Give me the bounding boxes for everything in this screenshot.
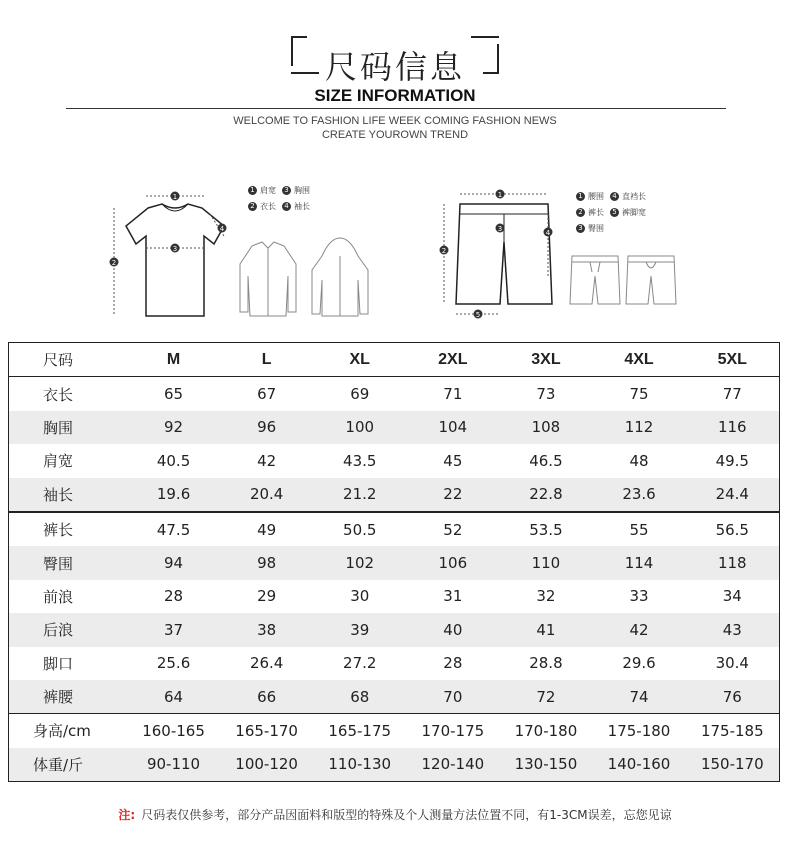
- table-cell: 116: [686, 411, 780, 444]
- table-cell: 40.5: [156, 451, 191, 470]
- table-cell: 21.2: [313, 478, 406, 512]
- row-label: 前浪: [43, 587, 74, 606]
- table-cell: 45: [443, 451, 463, 470]
- table-cell: 175-180: [592, 714, 685, 748]
- table-cell: 73: [536, 385, 556, 404]
- legend-label: 衣长: [260, 201, 276, 211]
- svg-text:1: 1: [497, 191, 503, 199]
- legend-label: 裤脚宽: [622, 207, 646, 217]
- page-subtitle: SIZE INFORMATION: [314, 86, 476, 105]
- table-cell: 49.5: [715, 451, 749, 470]
- table-cell: 100: [313, 411, 406, 444]
- table-header-cell: 2XL: [406, 343, 499, 377]
- table-cell: 66: [220, 680, 313, 714]
- table-header-row: [9, 343, 780, 377]
- page-title: 尺码信息: [324, 48, 465, 86]
- small-shorts-sketch: [566, 252, 686, 310]
- row-label: 后浪: [9, 613, 128, 646]
- title-frame-line: [471, 36, 499, 38]
- row-label: 体重/斤: [9, 748, 128, 782]
- table-cell: 70: [406, 680, 499, 714]
- row-label: 脚口: [43, 654, 74, 673]
- table-cell: 130-150: [499, 748, 592, 782]
- svg-text:2: 2: [441, 247, 447, 255]
- table-cell: 48: [629, 451, 649, 470]
- table-cell: 106: [406, 546, 499, 579]
- table-cell: 40: [406, 613, 499, 646]
- table-cell: 120-140: [406, 748, 499, 782]
- table-cell: 74: [592, 680, 685, 714]
- table-cell: 165-170: [220, 714, 313, 748]
- shorts-diagram: [432, 186, 562, 326]
- table-cell: 90-110: [127, 748, 220, 782]
- tagline-line2: CREATE YOUROWN TREND: [321, 129, 469, 141]
- table-header-cell: 5XL: [686, 343, 780, 377]
- number-badge: 4: [610, 192, 619, 201]
- row-label: 胸围: [9, 411, 128, 444]
- svg-text:3: 3: [172, 245, 178, 253]
- table-header-cell: L: [220, 343, 313, 377]
- table-cell: 75: [629, 385, 649, 404]
- table-cell: 92: [127, 411, 220, 444]
- table-row: [9, 512, 780, 546]
- legend-item: [576, 223, 604, 234]
- table-cell: 22.8: [499, 478, 592, 512]
- row-label: 臀围: [9, 546, 128, 579]
- table-cell: 118: [686, 546, 780, 579]
- table-row: [9, 546, 780, 579]
- tshirt-outline-icon: [126, 204, 224, 316]
- table-cell: 22: [406, 478, 499, 512]
- table-cell: 68: [313, 680, 406, 714]
- table-cell: 28: [164, 587, 184, 606]
- table-cell: 43.5: [343, 451, 377, 470]
- table-cell: 25.6: [156, 654, 191, 673]
- table-cell: 19.6: [127, 478, 220, 512]
- legend-label: 直裆长: [622, 191, 646, 201]
- table-cell: 46.5: [529, 451, 563, 470]
- top-legend: [248, 182, 316, 214]
- bottom-legend: [576, 188, 652, 236]
- table-row: [9, 377, 780, 411]
- number-badge: 3: [282, 186, 291, 195]
- table-row: [9, 680, 780, 714]
- table-header-cell: XL: [313, 343, 406, 377]
- table-row: [9, 748, 780, 782]
- number-badge: 2: [576, 208, 585, 217]
- table-header-cell: M: [127, 343, 220, 377]
- legend-item: [610, 191, 646, 202]
- table-cell: 38: [220, 613, 313, 646]
- table-cell: 170-180: [499, 714, 592, 748]
- table-cell: 28.8: [529, 654, 563, 673]
- legend-item: [576, 207, 604, 218]
- table-header-cell: 4XL: [592, 343, 685, 377]
- table-row: [9, 647, 780, 680]
- shorts-sketch-icon: [626, 256, 676, 304]
- table-cell: 30: [350, 587, 370, 606]
- number-badge: 1: [576, 192, 585, 201]
- table-cell: 49: [257, 520, 277, 539]
- table-cell: 160-165: [127, 714, 220, 748]
- table-cell: 150-170: [686, 748, 780, 782]
- row-label: 裤腰: [9, 680, 128, 714]
- table-cell: 43: [686, 613, 780, 646]
- table-cell: 26.4: [249, 654, 284, 673]
- legend-item: [282, 201, 310, 212]
- table-cell: 110-130: [313, 748, 406, 782]
- size-table: [8, 342, 780, 782]
- row-label: 衣长: [43, 385, 74, 404]
- table-cell: 32: [536, 587, 556, 606]
- number-badge: 4: [282, 202, 291, 211]
- legend-label: 肩宽: [260, 185, 276, 195]
- table-cell: 42: [257, 451, 277, 470]
- table-cell: 67: [257, 385, 277, 404]
- legend-label: 腰围: [588, 191, 604, 201]
- table-cell: 94: [127, 546, 220, 579]
- table-cell: 34: [722, 587, 742, 606]
- footnote: [0, 806, 790, 823]
- table-cell: 50.5: [343, 520, 377, 539]
- table-cell: 100-120: [220, 748, 313, 782]
- tagline-line1: WELCOME TO FASHION LIFE WEEK COMING FASHION NEWS: [233, 115, 557, 127]
- table-cell: 37: [127, 613, 220, 646]
- divider: [66, 108, 726, 109]
- legend-label: 胸围: [294, 185, 310, 195]
- table-cell: 102: [313, 546, 406, 579]
- shorts-sketch-icon: [570, 256, 620, 304]
- table-cell: 28: [443, 654, 463, 673]
- legend-label: 裤长: [588, 207, 604, 217]
- table-cell: 69: [350, 385, 370, 404]
- svg-text:1: 1: [172, 193, 178, 201]
- table-cell: 72: [499, 680, 592, 714]
- table-cell: 110: [499, 546, 592, 579]
- table-cell: 64: [127, 680, 220, 714]
- svg-text:4: 4: [219, 225, 225, 233]
- table-cell: 53.5: [529, 520, 563, 539]
- row-label: 裤长: [43, 521, 74, 540]
- table-cell: 52: [443, 520, 463, 539]
- table-cell: 42: [592, 613, 685, 646]
- table-cell: 140-160: [592, 748, 685, 782]
- table-cell: 41: [499, 613, 592, 646]
- table-row: [9, 444, 780, 477]
- table-cell: 24.4: [686, 478, 780, 512]
- table-header-cell: 尺码: [9, 343, 128, 377]
- table-cell: 47.5: [156, 520, 191, 539]
- legend-item: [248, 185, 276, 196]
- table-cell: 56.5: [715, 520, 749, 539]
- table-cell: 65: [164, 385, 184, 404]
- number-badge: 5: [610, 208, 619, 217]
- svg-text:4: 4: [545, 229, 551, 237]
- svg-text:3: 3: [497, 225, 503, 233]
- table-cell: 114: [592, 546, 685, 579]
- table-row: [9, 613, 780, 646]
- legend-label: 袖长: [294, 201, 310, 211]
- number-badge: 1: [248, 186, 257, 195]
- svg-text:5: 5: [475, 311, 481, 319]
- table-cell: 104: [406, 411, 499, 444]
- legend-item: [282, 185, 310, 196]
- table-cell: 29.6: [622, 654, 656, 673]
- table-cell: 96: [220, 411, 313, 444]
- table-cell: 170-175: [406, 714, 499, 748]
- row-label: 袖长: [9, 478, 128, 512]
- legend-label: 臀围: [588, 223, 604, 233]
- table-cell: 39: [313, 613, 406, 646]
- svg-text:2: 2: [111, 259, 117, 267]
- table-cell: 20.4: [220, 478, 313, 512]
- table-cell: 98: [220, 546, 313, 579]
- table-cell: 33: [629, 587, 649, 606]
- legend-item: [248, 201, 276, 212]
- row-label: 身高/cm: [9, 714, 128, 748]
- table-cell: 71: [443, 385, 463, 404]
- table-cell: 23.6: [592, 478, 685, 512]
- row-label: 肩宽: [43, 452, 74, 471]
- table-cell: 108: [499, 411, 592, 444]
- table-row: [9, 478, 780, 512]
- table-cell: 165-175: [313, 714, 406, 748]
- number-badge: 2: [248, 202, 257, 211]
- shirt-hoodie-sketch: [230, 236, 370, 322]
- table-cell: 76: [686, 680, 780, 714]
- footnote-text: 尺码表仅供参考，部分产品因面料和版型的特殊及个人测量方法位置不同，有1-3CM误差，忘您见谅: [141, 808, 672, 822]
- title-frame: [291, 36, 499, 84]
- table-row: [9, 411, 780, 444]
- table-cell: 77: [722, 385, 742, 404]
- legend-item: [610, 207, 646, 218]
- table-cell: 175-185: [686, 714, 780, 748]
- table-row: [9, 714, 780, 748]
- table-cell: 29: [257, 587, 277, 606]
- tshirt-diagram: [100, 186, 250, 326]
- table-cell: 30.4: [715, 654, 749, 673]
- table-cell: 55: [629, 520, 649, 539]
- table-cell: 27.2: [343, 654, 377, 673]
- footnote-mark: 注:: [118, 808, 136, 822]
- number-badge: 3: [576, 224, 585, 233]
- legend-item: [576, 191, 604, 202]
- table-header-cell: 3XL: [499, 343, 592, 377]
- table-cell: 31: [443, 587, 463, 606]
- table-row: [9, 580, 780, 613]
- table-cell: 112: [592, 411, 685, 444]
